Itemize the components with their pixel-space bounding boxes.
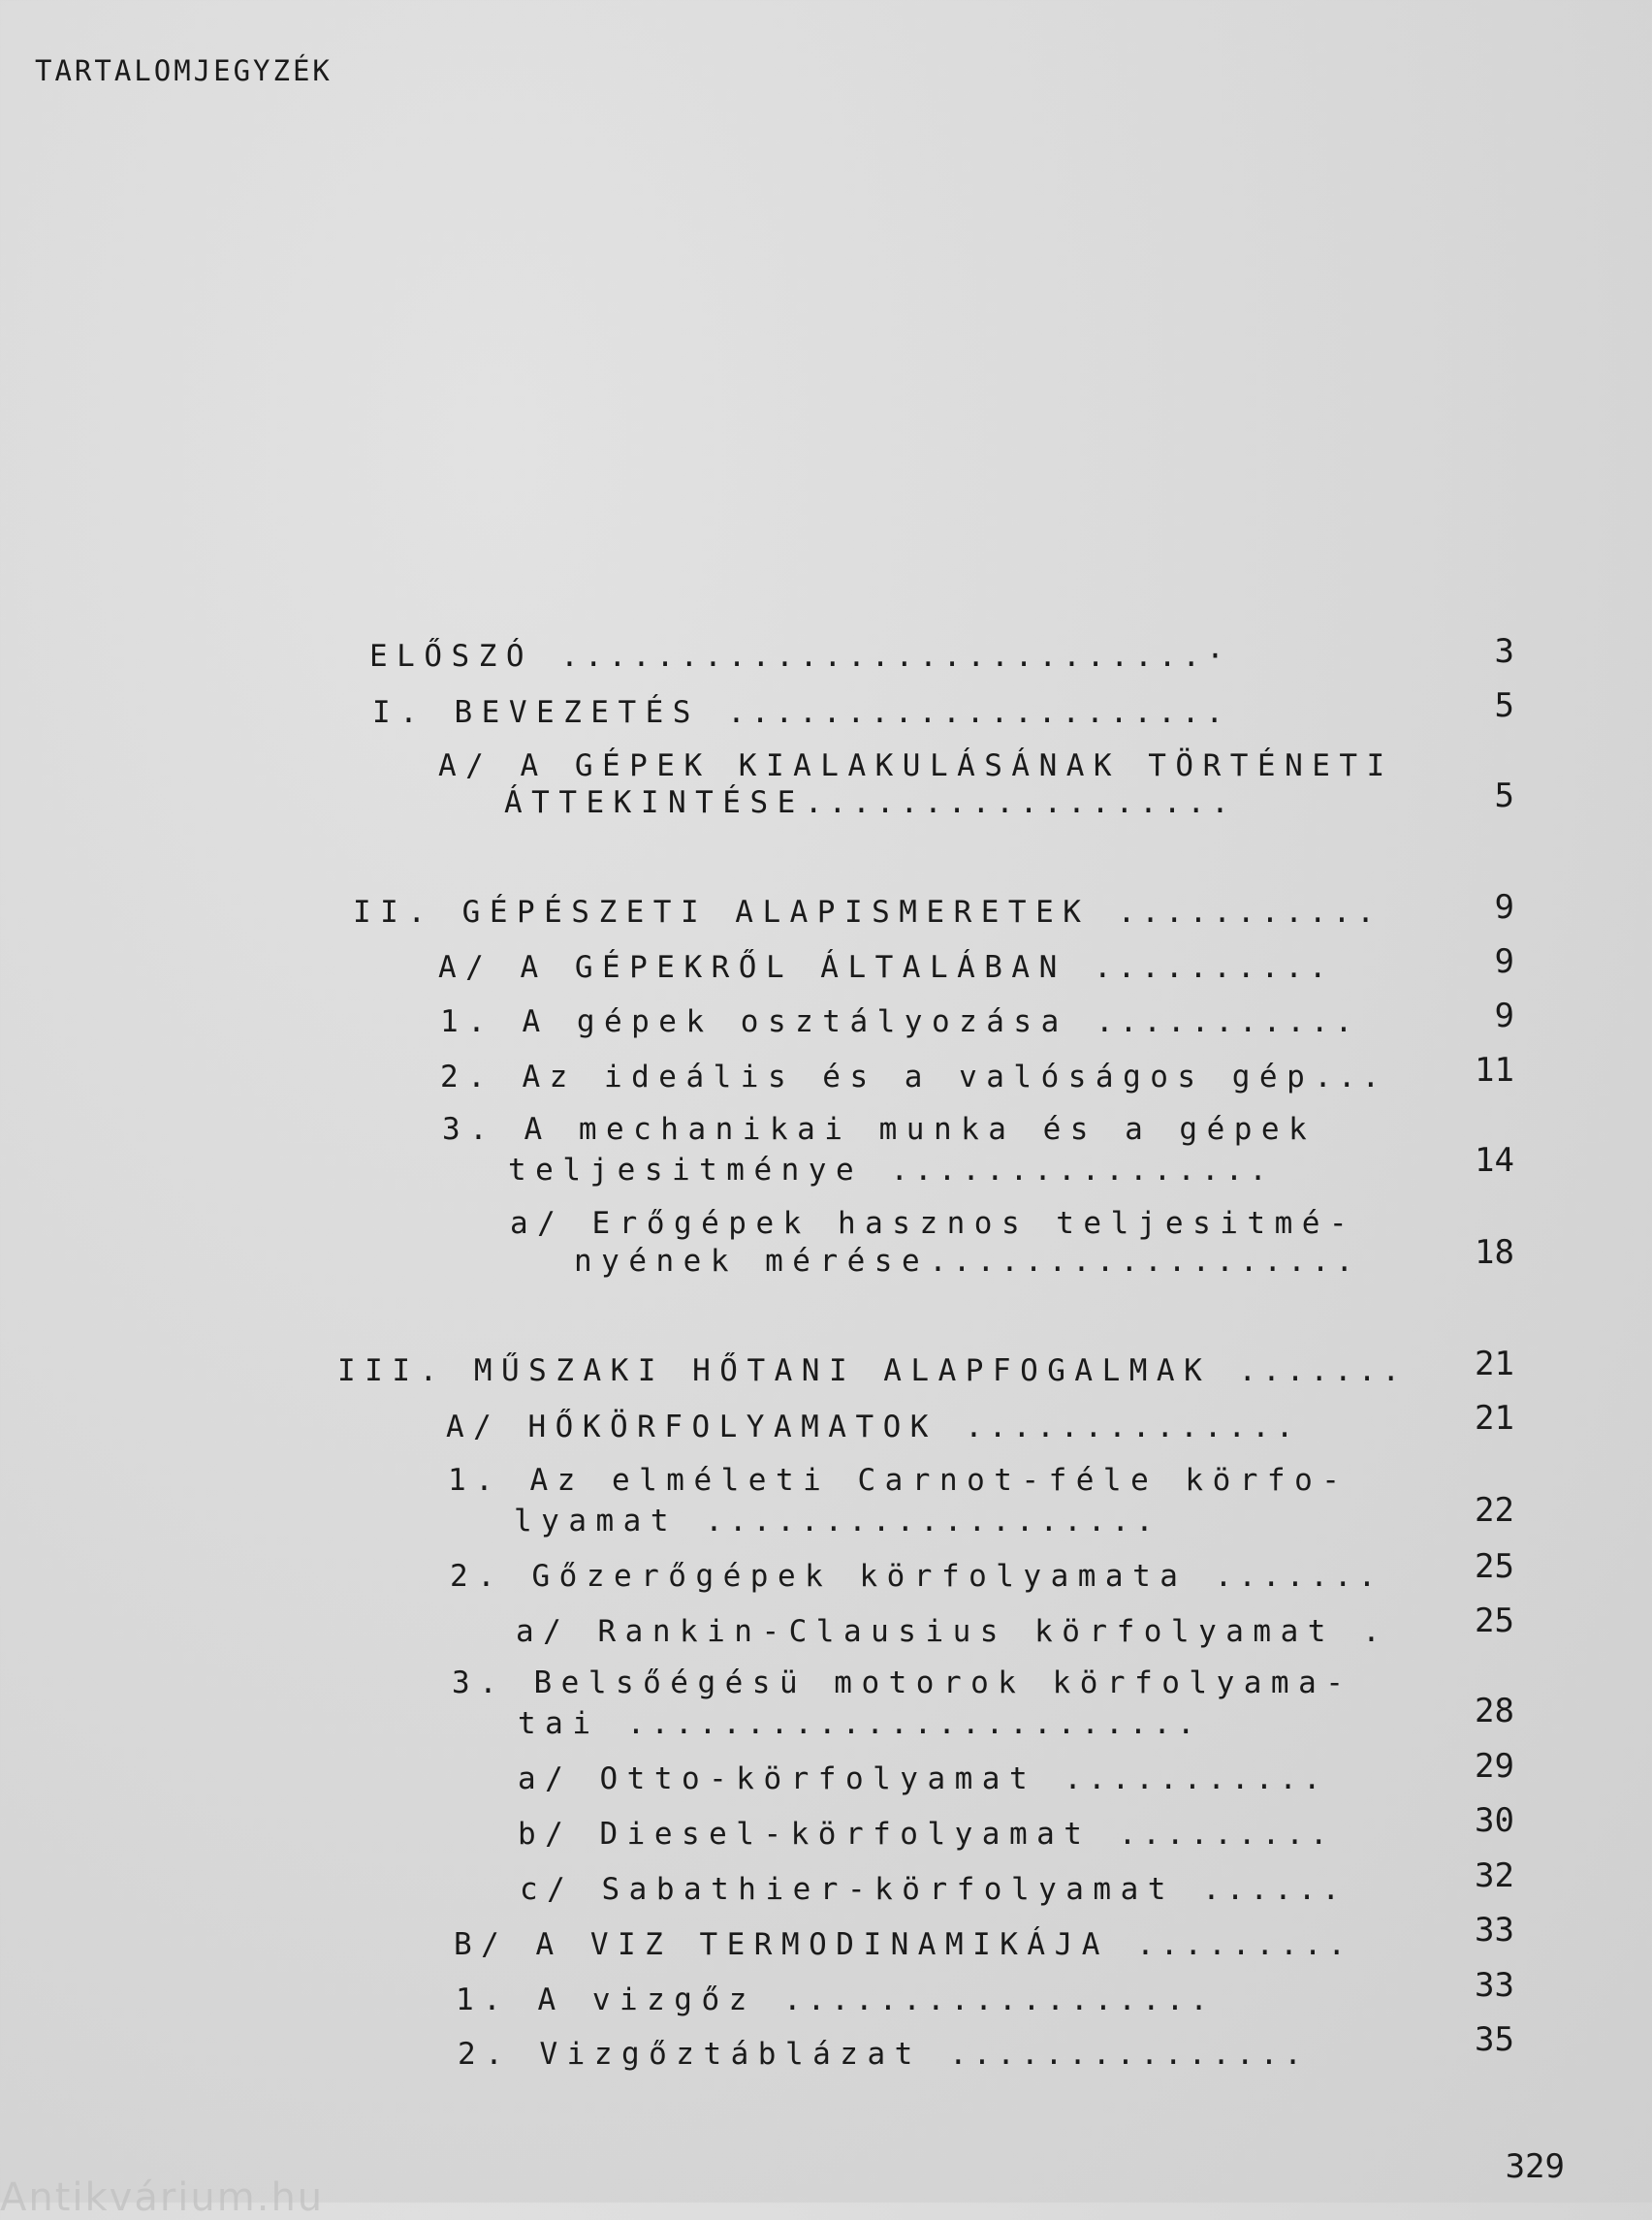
toc-leader: .................. bbox=[804, 785, 1235, 820]
toc-entry-erogepek-cont bbox=[574, 1242, 1359, 1282]
toc-entry-gepek-kialakulasa bbox=[438, 746, 1394, 786]
toc-label: c/ Sabathier-körfolyamat bbox=[520, 1872, 1175, 1907]
toc-leader: ........... bbox=[1064, 1761, 1327, 1796]
watermark: Antikvárium.hu bbox=[0, 2175, 325, 2220]
toc-page: 29 bbox=[1475, 1747, 1514, 1786]
toc-page: 25 bbox=[1475, 1547, 1514, 1586]
toc-leader: . bbox=[1362, 1614, 1386, 1649]
toc-page: 25 bbox=[1475, 1602, 1514, 1640]
toc-entry-gozerogepek bbox=[450, 1557, 1382, 1597]
toc-page: 22 bbox=[1475, 1491, 1514, 1530]
toc-page: 5 bbox=[1494, 777, 1514, 815]
toc-entry-gepek-osztalyozasa bbox=[440, 1002, 1358, 1042]
toc-entry-hokorfolyamatok bbox=[446, 1408, 1299, 1447]
toc-label: I. BEVEZETÉS bbox=[372, 695, 700, 730]
toc-label: 2. Vizgőztáblázat bbox=[458, 2037, 922, 2072]
toc-entry-sabathier bbox=[520, 1870, 1346, 1910]
toc-leader: ................ bbox=[890, 1153, 1273, 1188]
toc-entry-gepekrol-altalaban bbox=[438, 948, 1333, 988]
toc-label: 3. Belsőégésü motorok körfolyama- bbox=[452, 1665, 1353, 1700]
toc-page: 21 bbox=[1475, 1345, 1514, 1383]
toc-entry-belsoegesu bbox=[452, 1664, 1352, 1703]
toc-page: 33 bbox=[1475, 1911, 1514, 1950]
toc-leader: .................. bbox=[782, 1982, 1214, 2017]
toc-entry-mechanikai-munka-cont bbox=[508, 1151, 1273, 1190]
toc-leader: ... bbox=[1314, 1060, 1386, 1094]
toc-leader: ........... bbox=[1095, 1004, 1359, 1039]
toc-label: A/ A GÉPEKRŐL ÁLTALÁBAN bbox=[438, 950, 1066, 985]
toc-label: ÁTTEKINTÉSE bbox=[504, 785, 805, 820]
toc-label: II. GÉPÉSZETI ALAPISMERETEK bbox=[353, 895, 1091, 930]
toc-leader: ........................ bbox=[626, 1706, 1201, 1741]
toc-label: A/ A GÉPEK KIALAKULÁSÁNAK TÖRTÉNETI bbox=[438, 748, 1394, 783]
toc-entry-erogepek bbox=[510, 1204, 1356, 1244]
toc-page: 28 bbox=[1475, 1692, 1514, 1730]
toc-entry-carnot-cont bbox=[514, 1502, 1160, 1541]
toc-label: 3. A mechanikai munka és a gépek bbox=[442, 1112, 1317, 1147]
toc-entry-otto bbox=[518, 1760, 1327, 1799]
toc-label: 1. A gépek osztályozása bbox=[440, 1004, 1068, 1039]
toc-page: 5 bbox=[1494, 686, 1514, 725]
toc-label: 1. A vizgőz bbox=[456, 1982, 756, 2017]
toc-entry-vizgoztablazat bbox=[458, 2035, 1308, 2075]
toc-entry-mechanikai-munka bbox=[442, 1110, 1316, 1150]
toc-page: 32 bbox=[1475, 1856, 1514, 1895]
toc-entry-carnot bbox=[448, 1461, 1349, 1501]
toc-entry-muszaki-hotani bbox=[337, 1351, 1406, 1391]
toc-page: 14 bbox=[1475, 1141, 1514, 1180]
page-number: 329 bbox=[1505, 2147, 1565, 2186]
toc-page: 21 bbox=[1475, 1399, 1514, 1438]
toc-leader: ......... bbox=[1136, 1927, 1352, 1962]
toc-entry-gepeszeti-alapismeretek bbox=[353, 893, 1381, 933]
toc-page: 9 bbox=[1494, 888, 1514, 927]
toc-leader: .................. bbox=[929, 1244, 1360, 1279]
toc-page: 3 bbox=[1494, 632, 1514, 671]
toc-entry-eloszo bbox=[369, 637, 1230, 677]
page-title: TARTALOMJEGYZÉK bbox=[35, 54, 333, 87]
toc-leader: ..................... bbox=[727, 695, 1230, 730]
toc-page: 35 bbox=[1475, 2020, 1514, 2059]
toc-label: 2. Gőzerőgépek körfolyamata bbox=[450, 1559, 1188, 1594]
toc-entry-vizgoz bbox=[456, 1981, 1214, 2020]
toc-leader: ...........................· bbox=[560, 639, 1230, 674]
toc-label: a/ Rankin-Clausius körfolyamat bbox=[516, 1614, 1335, 1649]
toc-page: 30 bbox=[1475, 1801, 1514, 1840]
toc-entry-diesel bbox=[518, 1815, 1334, 1855]
toc-page: 18 bbox=[1475, 1233, 1514, 1272]
toc-leader: ........... bbox=[1117, 895, 1381, 930]
toc-page: 33 bbox=[1475, 1966, 1514, 2005]
toc-entry-bevezetes bbox=[372, 693, 1229, 733]
toc-leader: ................... bbox=[705, 1504, 1160, 1538]
toc-leader: .......... bbox=[1093, 950, 1333, 985]
toc-entry-idealis-gep bbox=[440, 1058, 1385, 1097]
toc-leader: ....... bbox=[1238, 1353, 1407, 1388]
toc-label: ELŐSZÓ bbox=[369, 639, 533, 674]
toc-page: 9 bbox=[1494, 997, 1514, 1035]
toc-label: tai bbox=[518, 1706, 600, 1741]
toc-leader: ....... bbox=[1214, 1559, 1382, 1594]
toc-label: nyének mérése bbox=[574, 1244, 930, 1279]
toc-label: 2. Az ideális és a valóságos gép bbox=[440, 1060, 1315, 1094]
toc-entry-belsoegesu-cont bbox=[518, 1704, 1201, 1744]
toc-label: lyamat bbox=[514, 1504, 678, 1538]
toc-entry-rankin-clausius bbox=[516, 1612, 1386, 1652]
toc-label: b/ Diesel-körfolyamat bbox=[518, 1817, 1092, 1852]
toc-entry-gepek-kialakulasa-cont bbox=[504, 783, 1235, 823]
toc-label: A/ HŐKÖRFOLYAMATOK bbox=[446, 1410, 937, 1444]
toc-leader: ............... bbox=[948, 2037, 1308, 2072]
toc-entry-viz-termodinamikaja bbox=[454, 1925, 1351, 1965]
toc-label: 1. Az elméleti Carnot-féle körfo- bbox=[448, 1463, 1350, 1498]
toc-label: a/ Erőgépek hasznos teljesitmé- bbox=[510, 1206, 1357, 1241]
toc-leader: ......... bbox=[1118, 1817, 1334, 1852]
toc-leader: .............. bbox=[965, 1410, 1300, 1444]
toc-label: teljesitménye bbox=[508, 1153, 864, 1188]
toc-label: B/ A VIZ TERMODINAMIKÁJA bbox=[454, 1927, 1109, 1962]
toc-label: III. MŰSZAKI HŐTANI ALAPFOGALMAK bbox=[337, 1353, 1212, 1388]
toc-label: a/ Otto-körfolyamat bbox=[518, 1761, 1037, 1796]
toc-page: 9 bbox=[1494, 942, 1514, 981]
toc-page: 11 bbox=[1475, 1051, 1514, 1090]
toc-leader: ...... bbox=[1202, 1872, 1347, 1907]
